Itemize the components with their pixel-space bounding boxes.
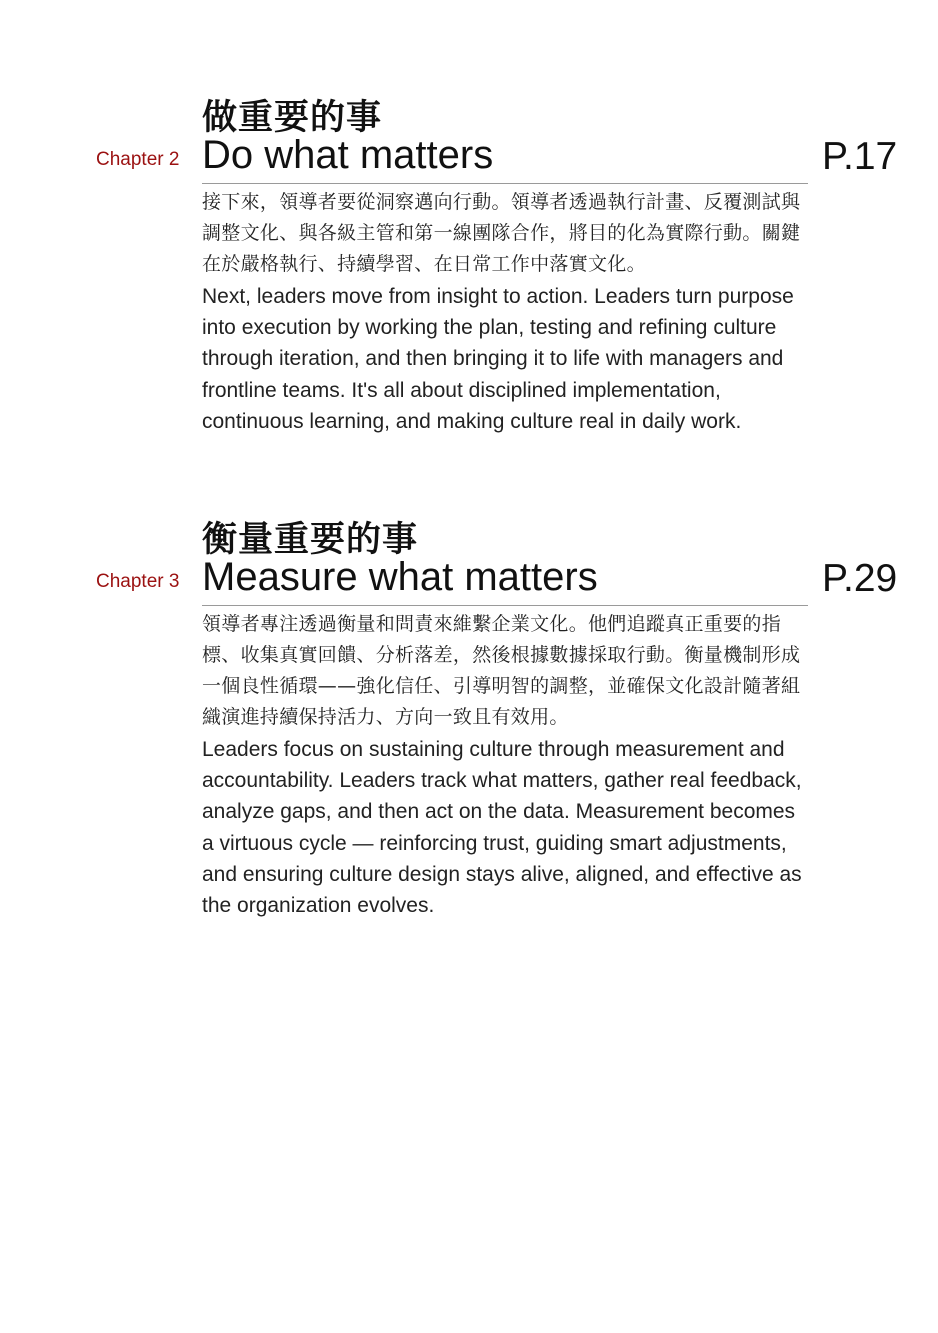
chapter-3-body-zh: 領導者專注透過衡量和問責來維繫企業文化。他們追蹤真正重要的指標、收集真實回饋、分析落差，然後根據數據採取行動。衡量機制形成一個良性循環——強化信任、引導明智的調整，並確保文化設計隨著組織演進持續保持活力、方向一致且有效用。 [202, 613, 801, 728]
chapter-2-label: Chapter 2 [96, 149, 180, 170]
chapter-2-body-zh: 接下來，領導者要從洞察邁向行動。領導者透過執行計畫、反覆測試與調整文化、與各級主管和第一線團隊合作，將目的化為實際行動。關鍵在於嚴格執行、持續學習、在日常工作中落實文化。 [202, 191, 801, 275]
chapter-2-body-en: Next, leaders move from insight to action. Leaders turn purpose into execution by working the plan, testing and refining culture through iteration, and then bringing it to life with managers and frontline teams. It's all about disciplined implementation, continuous learning, and making culture real in daily work. [202, 285, 794, 433]
chapter-2-title-en: Do what matters [202, 133, 494, 177]
chapter-3-title-en: Measure what matters [202, 555, 598, 599]
chapter-3-label: Chapter 3 [96, 571, 180, 592]
chapter-3-title-zh: 衡量重要的事 [202, 520, 419, 560]
chapter-3-page-ref[interactable]: P.29 [822, 557, 898, 600]
chapter-2-divider [202, 183, 808, 184]
chapter-3-divider [202, 605, 808, 606]
chapter-3-body-en: Leaders focus on sustaining culture through measurement and accountability. Leaders track what matters, gather real feedback, analyze gaps, and then act on the data. Measurement becomes a virtuous cycle — reinforcing trust, guiding smart adjustments, and ensuring culture design stays alive, aligned, and effective as the organization evolves. [202, 738, 802, 918]
chapter-2-page-ref[interactable]: P.17 [822, 135, 898, 178]
chapter-2-title-zh: 做重要的事 [202, 98, 383, 138]
